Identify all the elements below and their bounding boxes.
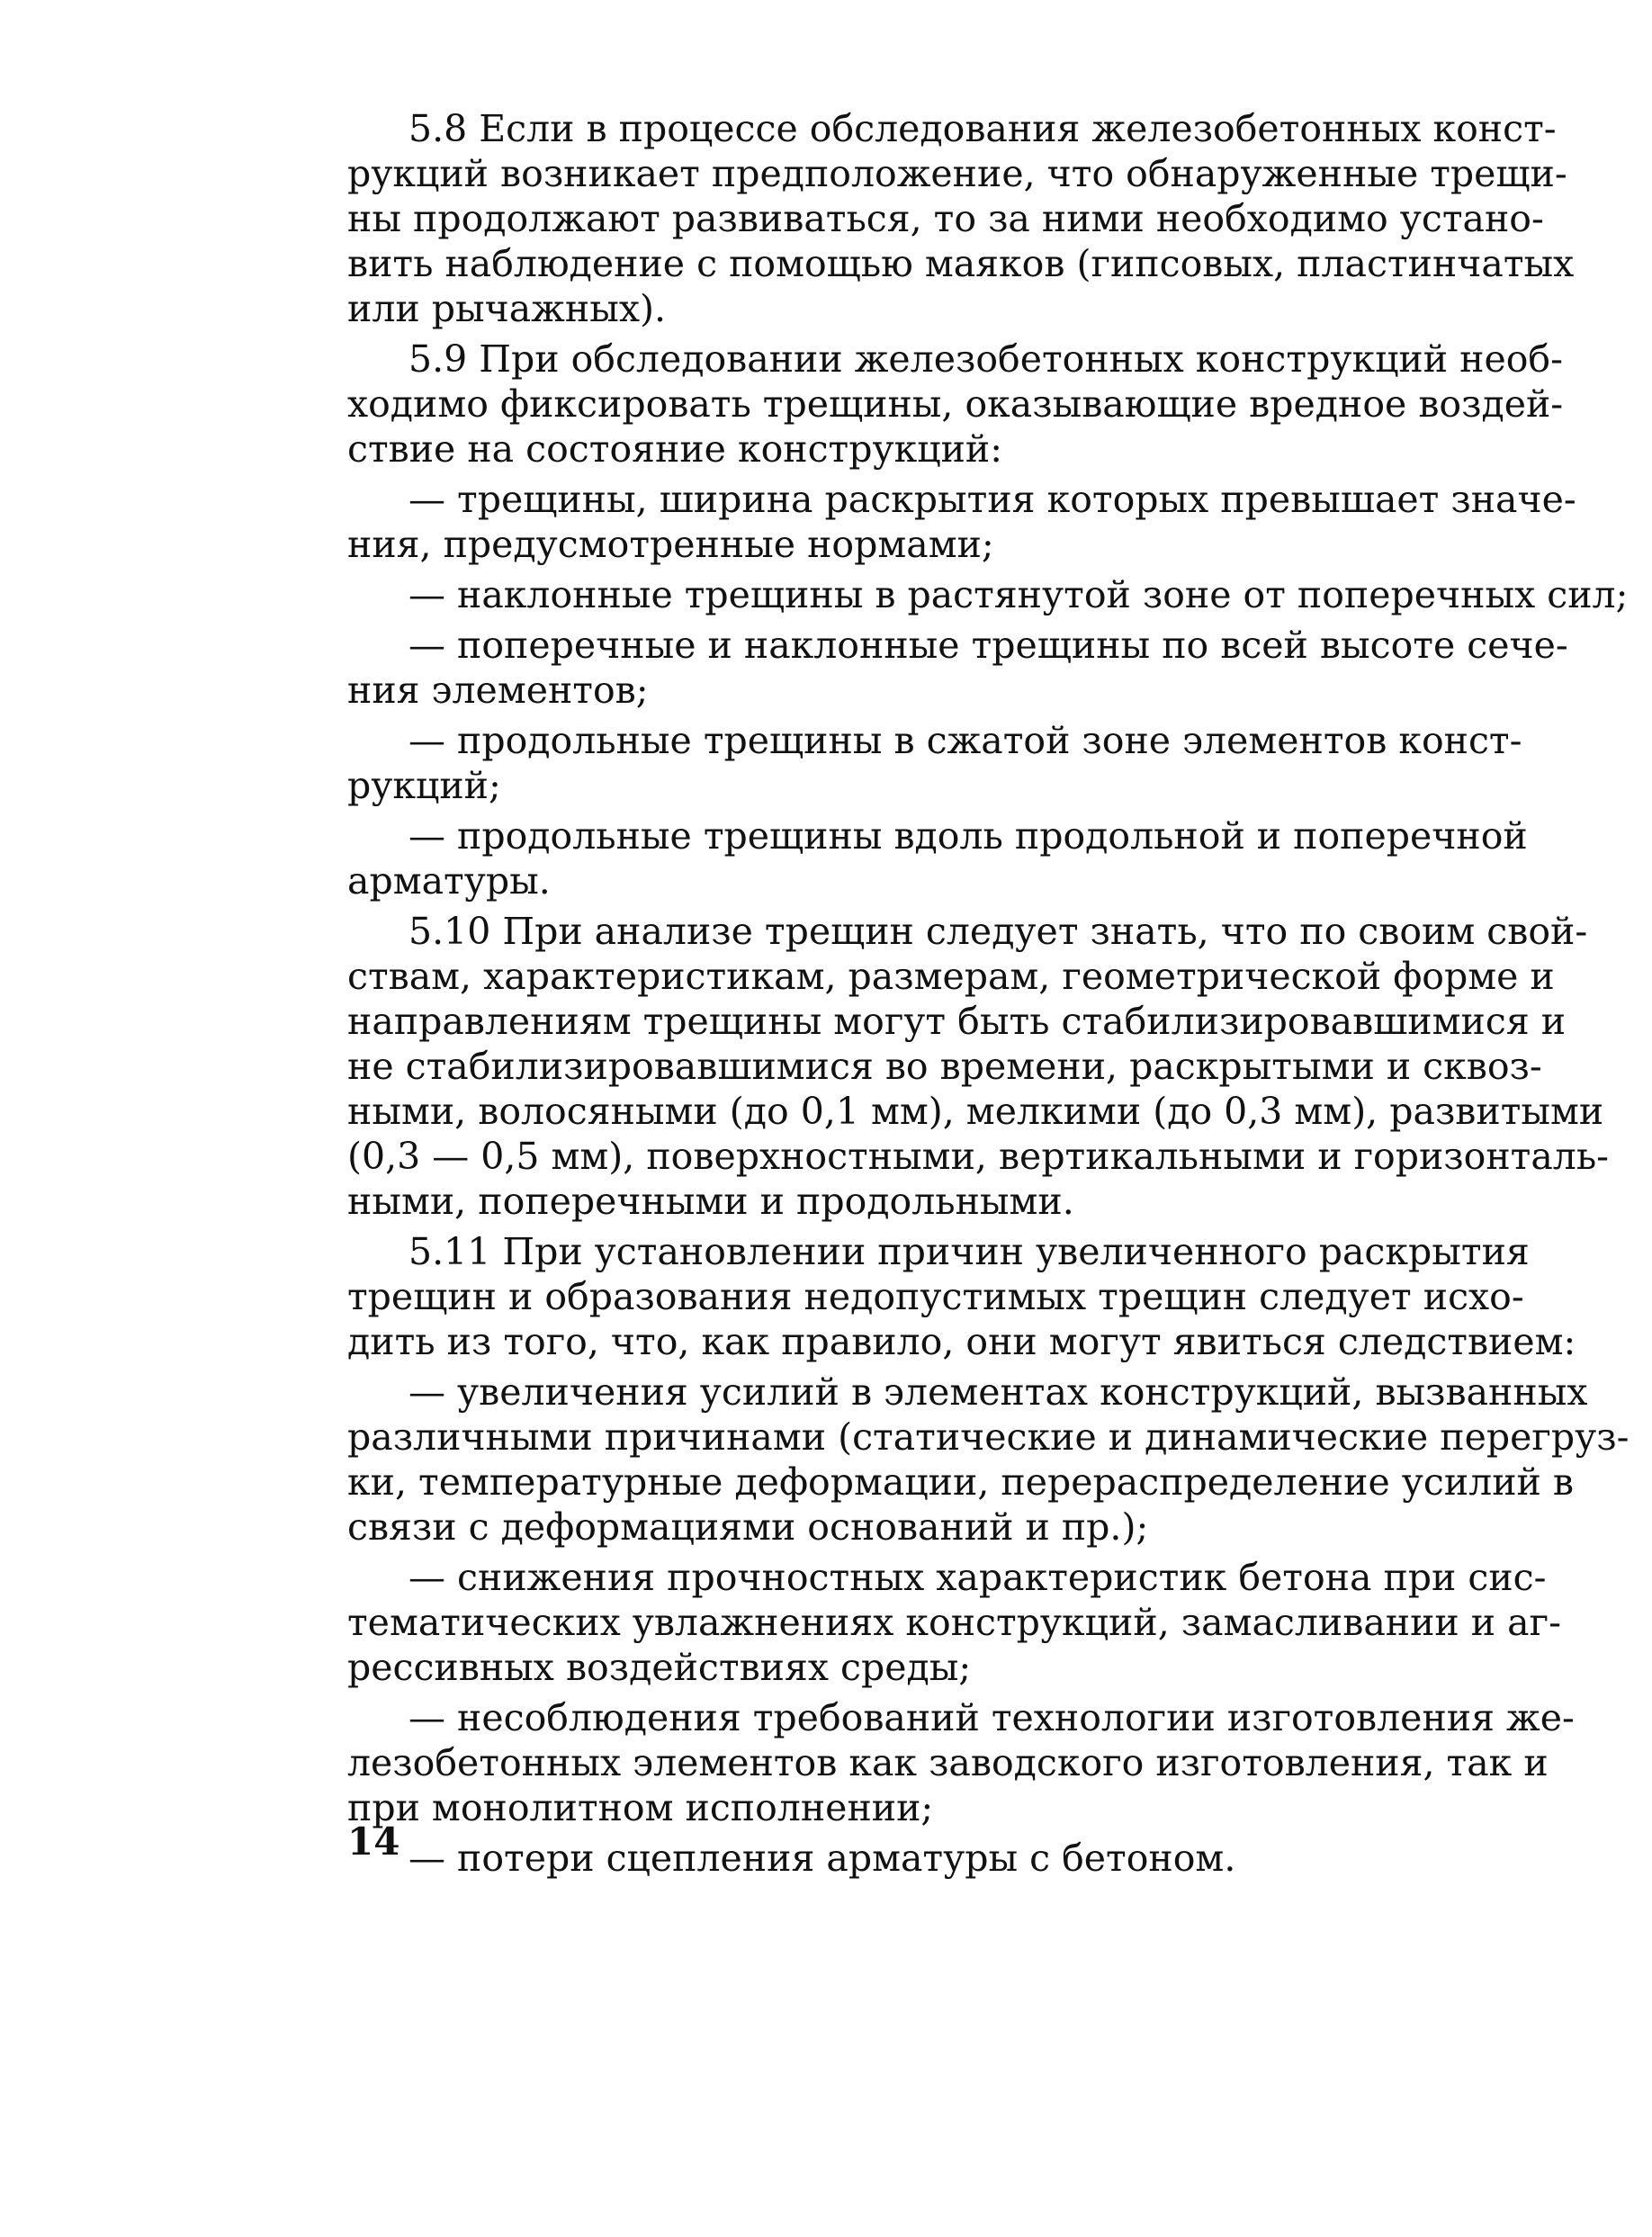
text-line: ствие на состояние конструкций: bbox=[347, 427, 1003, 471]
text-line: — наклонные трещины в растянутой зоне от поперечных сил; bbox=[409, 573, 1629, 616]
text-line: ния элементов; bbox=[347, 669, 649, 712]
text-line: — несоблюдения требований технологии изготовления же- bbox=[409, 1696, 1575, 1739]
text-line: или рычажных). bbox=[347, 287, 666, 330]
text-line: ния, предусмотренные нормами; bbox=[347, 523, 994, 566]
text-line: ствам, характеристикам, размерам, геометрической форме и bbox=[347, 955, 1555, 998]
page-number: 14 bbox=[347, 1819, 400, 1864]
text-line: не стабилизировавшимися во времени, раскрытыми и сквоз- bbox=[347, 1045, 1542, 1088]
text-line: — поперечные и наклонные трещины по всей высоте сече- bbox=[409, 624, 1568, 667]
text-line: различными причинами (статические и динамические перегруз- bbox=[347, 1415, 1630, 1459]
text-line: — продольные трещины в сжатой зоне элементов конст- bbox=[409, 719, 1522, 762]
text-line: — трещины, ширина раскрытия которых превышает значе- bbox=[409, 478, 1576, 521]
text-line: рукций возникает предположение, что обнаруженные трещи- bbox=[347, 152, 1567, 195]
text-line: лезобетонных элементов как заводского изготовления, так и bbox=[347, 1741, 1549, 1784]
text-line: трещин и образования недопустимых трещин следует исхо- bbox=[347, 1275, 1524, 1318]
text-line: ходимо фиксировать трещины, оказывающие вредное воздей- bbox=[347, 382, 1564, 426]
text-line: ными, волосяными (до 0,1 мм), мелкими (до 0,3 мм), развитыми bbox=[347, 1090, 1604, 1133]
text-line: ными, поперечными и продольными. bbox=[347, 1180, 1074, 1223]
text-line: 5.9 При обследовании железобетонных конструкций необ- bbox=[409, 337, 1563, 381]
text-line: 5.8 Если в процессе обследования железобетонных конст- bbox=[409, 107, 1557, 150]
text-line: при монолитном исполнении; bbox=[347, 1786, 934, 1829]
text-line: (0,3 — 0,5 мм), поверхностными, вертикальными и горизонталь- bbox=[347, 1135, 1610, 1178]
text-line: 5.11 При установлении причин увеличенного раскрытия bbox=[409, 1230, 1530, 1273]
text-line: — потери сцепления арматуры с бетоном. bbox=[409, 1837, 1236, 1880]
text-line: связи с деформациями оснований и пр.); bbox=[347, 1505, 1149, 1549]
text-line: — увеличения усилий в элементах конструкций, вызванных bbox=[409, 1370, 1588, 1414]
text-line: вить наблюдение с помощью маяков (гипсовых, пластинчатых bbox=[347, 242, 1575, 285]
text-line: — снижения прочностных характеристик бетона при сис- bbox=[409, 1556, 1547, 1599]
text-line: тематических увлажнениях конструкций, замасливании и аг- bbox=[347, 1601, 1561, 1644]
body-text bbox=[347, 106, 1630, 1881]
text-line: ны продолжают развиваться, то за ними необходимо устано- bbox=[347, 197, 1544, 240]
text-line: рукций; bbox=[347, 764, 501, 807]
text-line: арматуры. bbox=[347, 859, 551, 903]
text-line: рессивных воздействиях среды; bbox=[347, 1646, 972, 1689]
text-line: направлениям трещины могут быть стабилизировавшимися и bbox=[347, 1000, 1567, 1043]
text-line: ки, температурные деформации, перераспределение усилий в bbox=[347, 1460, 1574, 1504]
text-line: 5.10 При анализе трещин следует знать, что по своим свой- bbox=[409, 910, 1588, 953]
text-line: дить из того, что, как правило, они могут явиться следствием: bbox=[347, 1320, 1576, 1363]
text-line: — продольные трещины вдоль продольной и поперечной bbox=[409, 814, 1528, 858]
